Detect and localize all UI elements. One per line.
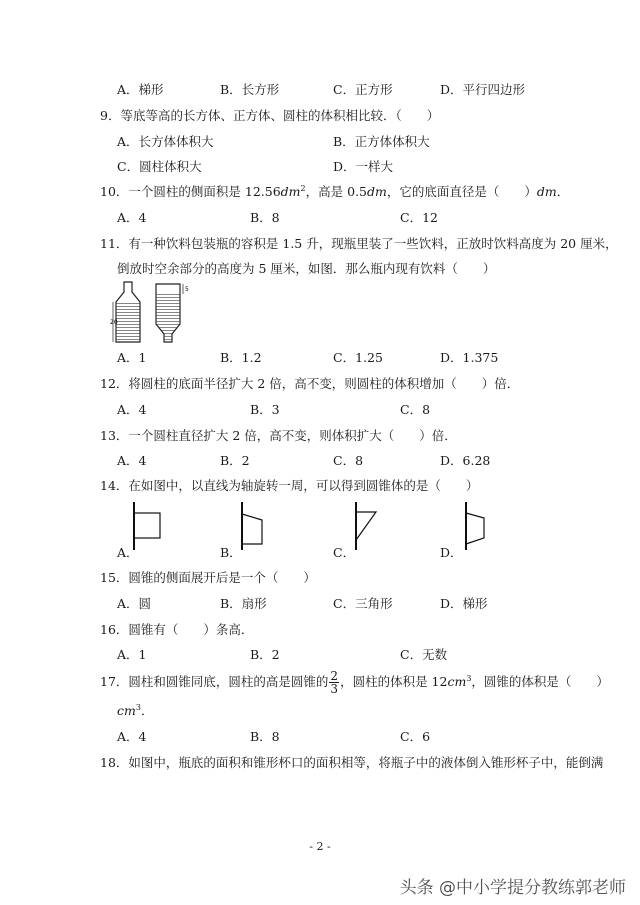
label-5: 5 [185,286,189,293]
q11-option-d: D．1.375 [440,350,499,365]
q9-option-b: B．正方体体积大 [333,134,430,149]
q10-option-b: B．8 [250,210,280,225]
q14-stem: 14．在如图中，以直线为轴旋转一周，可以得到圆锥体的是（ ） [100,478,479,493]
q13-option-a: A．4 [117,453,147,468]
q11-option-a: A．1 [117,350,147,365]
q13-stem: 13．一个圆柱直径扩大 2 倍，高不变，则体积扩大（ ）倍． [100,428,457,443]
q8-option-d: D．平行四边形 [440,82,526,97]
q14-figure-b [236,500,276,552]
q13-option-c: C．8 [333,453,364,468]
q16-option-c: C．无数 [400,647,448,662]
q15-option-b: B．扇形 [220,596,267,611]
q14-figure-d [460,500,500,552]
inverted-bottle-liquid [157,294,180,341]
q15-stem: 15．圆锥的侧面展开后是一个（ ） [100,570,316,585]
q14-option-a: A． [117,545,139,560]
q9-option-a: A．长方体体积大 [117,134,214,149]
q16-option-b: B．2 [250,647,280,662]
q8-option-b: B．长方形 [220,82,280,97]
q17-stem: 17．圆柱和圆锥同底，圆柱的高是圆锥的 $\frac{2}{3}$ ，圆柱的体积是 $12cm^3$，圆锥的体积是（ ） [100,669,609,696]
page-number: - 2 - [309,840,331,853]
q12-option-b: B．3 [250,402,280,417]
q14-option-b: B． [220,545,242,560]
q14-figure-c [350,500,390,552]
q11-stem-line2: 倒放时空余部分的高度为 5 厘米，如图．那么瓶内现有饮料（ ） [117,261,496,276]
q15-option-c: C．三角形 [333,596,393,611]
upright-bottle-liquid [117,302,140,341]
q13-option-b: B．2 [220,453,250,468]
label-20: 20 [110,319,118,326]
q18-stem: 18．如图中，瓶底的面积和锥形杯口的面积相等，将瓶子中的液体倒入锥形杯子中，能倒满 [100,755,604,770]
q12-option-a: A．4 [117,402,147,417]
q10-stem: 10．一个圆柱的侧面积是 $12.56dm^2$，高是 0.5dm，它的底面直径是（ ）dm． [100,183,570,199]
q14-option-d: D． [440,545,463,560]
q15-option-a: A．圆 [117,596,152,611]
q11-option-b: B．1.2 [220,350,262,365]
q11-bottle-figure [110,278,190,344]
q10-option-a: A．4 [117,210,147,225]
watermark: 头条 @中小学提分教练郭老师 [399,878,626,898]
fraction-2-3: $\frac{2}{3}$ [330,669,339,696]
q15-option-d: D．梯形 [440,596,488,611]
q11-stem-line1: 11．有一种饮料包装瓶的容积是 1.5 升，现瓶里装了一些饮料，正放时饮料高度为 20 厘米， [100,236,618,251]
q9-stem: 9．等底等高的长方体、正方体、圆柱的体积相比较．（ ） [100,108,440,123]
q17-stem-line2: $cm^3$． [117,702,154,718]
q12-stem: 12．将圆柱的底面半径扩大 2 倍，高不变，则圆柱的体积增加（ ）倍． [100,376,520,391]
q9-option-d: D．一样大 [333,159,394,174]
q17-option-c: C．6 [400,729,431,744]
q9-option-c: C．圆柱体积大 [117,159,202,174]
q17-option-a: A．4 [117,729,147,744]
q16-option-a: A．1 [117,647,147,662]
q10-option-c: C．12 [400,210,438,225]
q11-option-c: C．1.25 [333,350,383,365]
q16-stem: 16．圆锥有（ ）条高． [100,622,254,637]
q13-option-d: D．6.28 [440,453,491,468]
q14-option-c: C． [333,545,356,560]
q12-option-c: C．8 [400,402,431,417]
q8-option-c: C．正方形 [333,82,393,97]
q17-option-b: B．8 [250,729,280,744]
q8-option-a: A．梯形 [117,82,164,97]
